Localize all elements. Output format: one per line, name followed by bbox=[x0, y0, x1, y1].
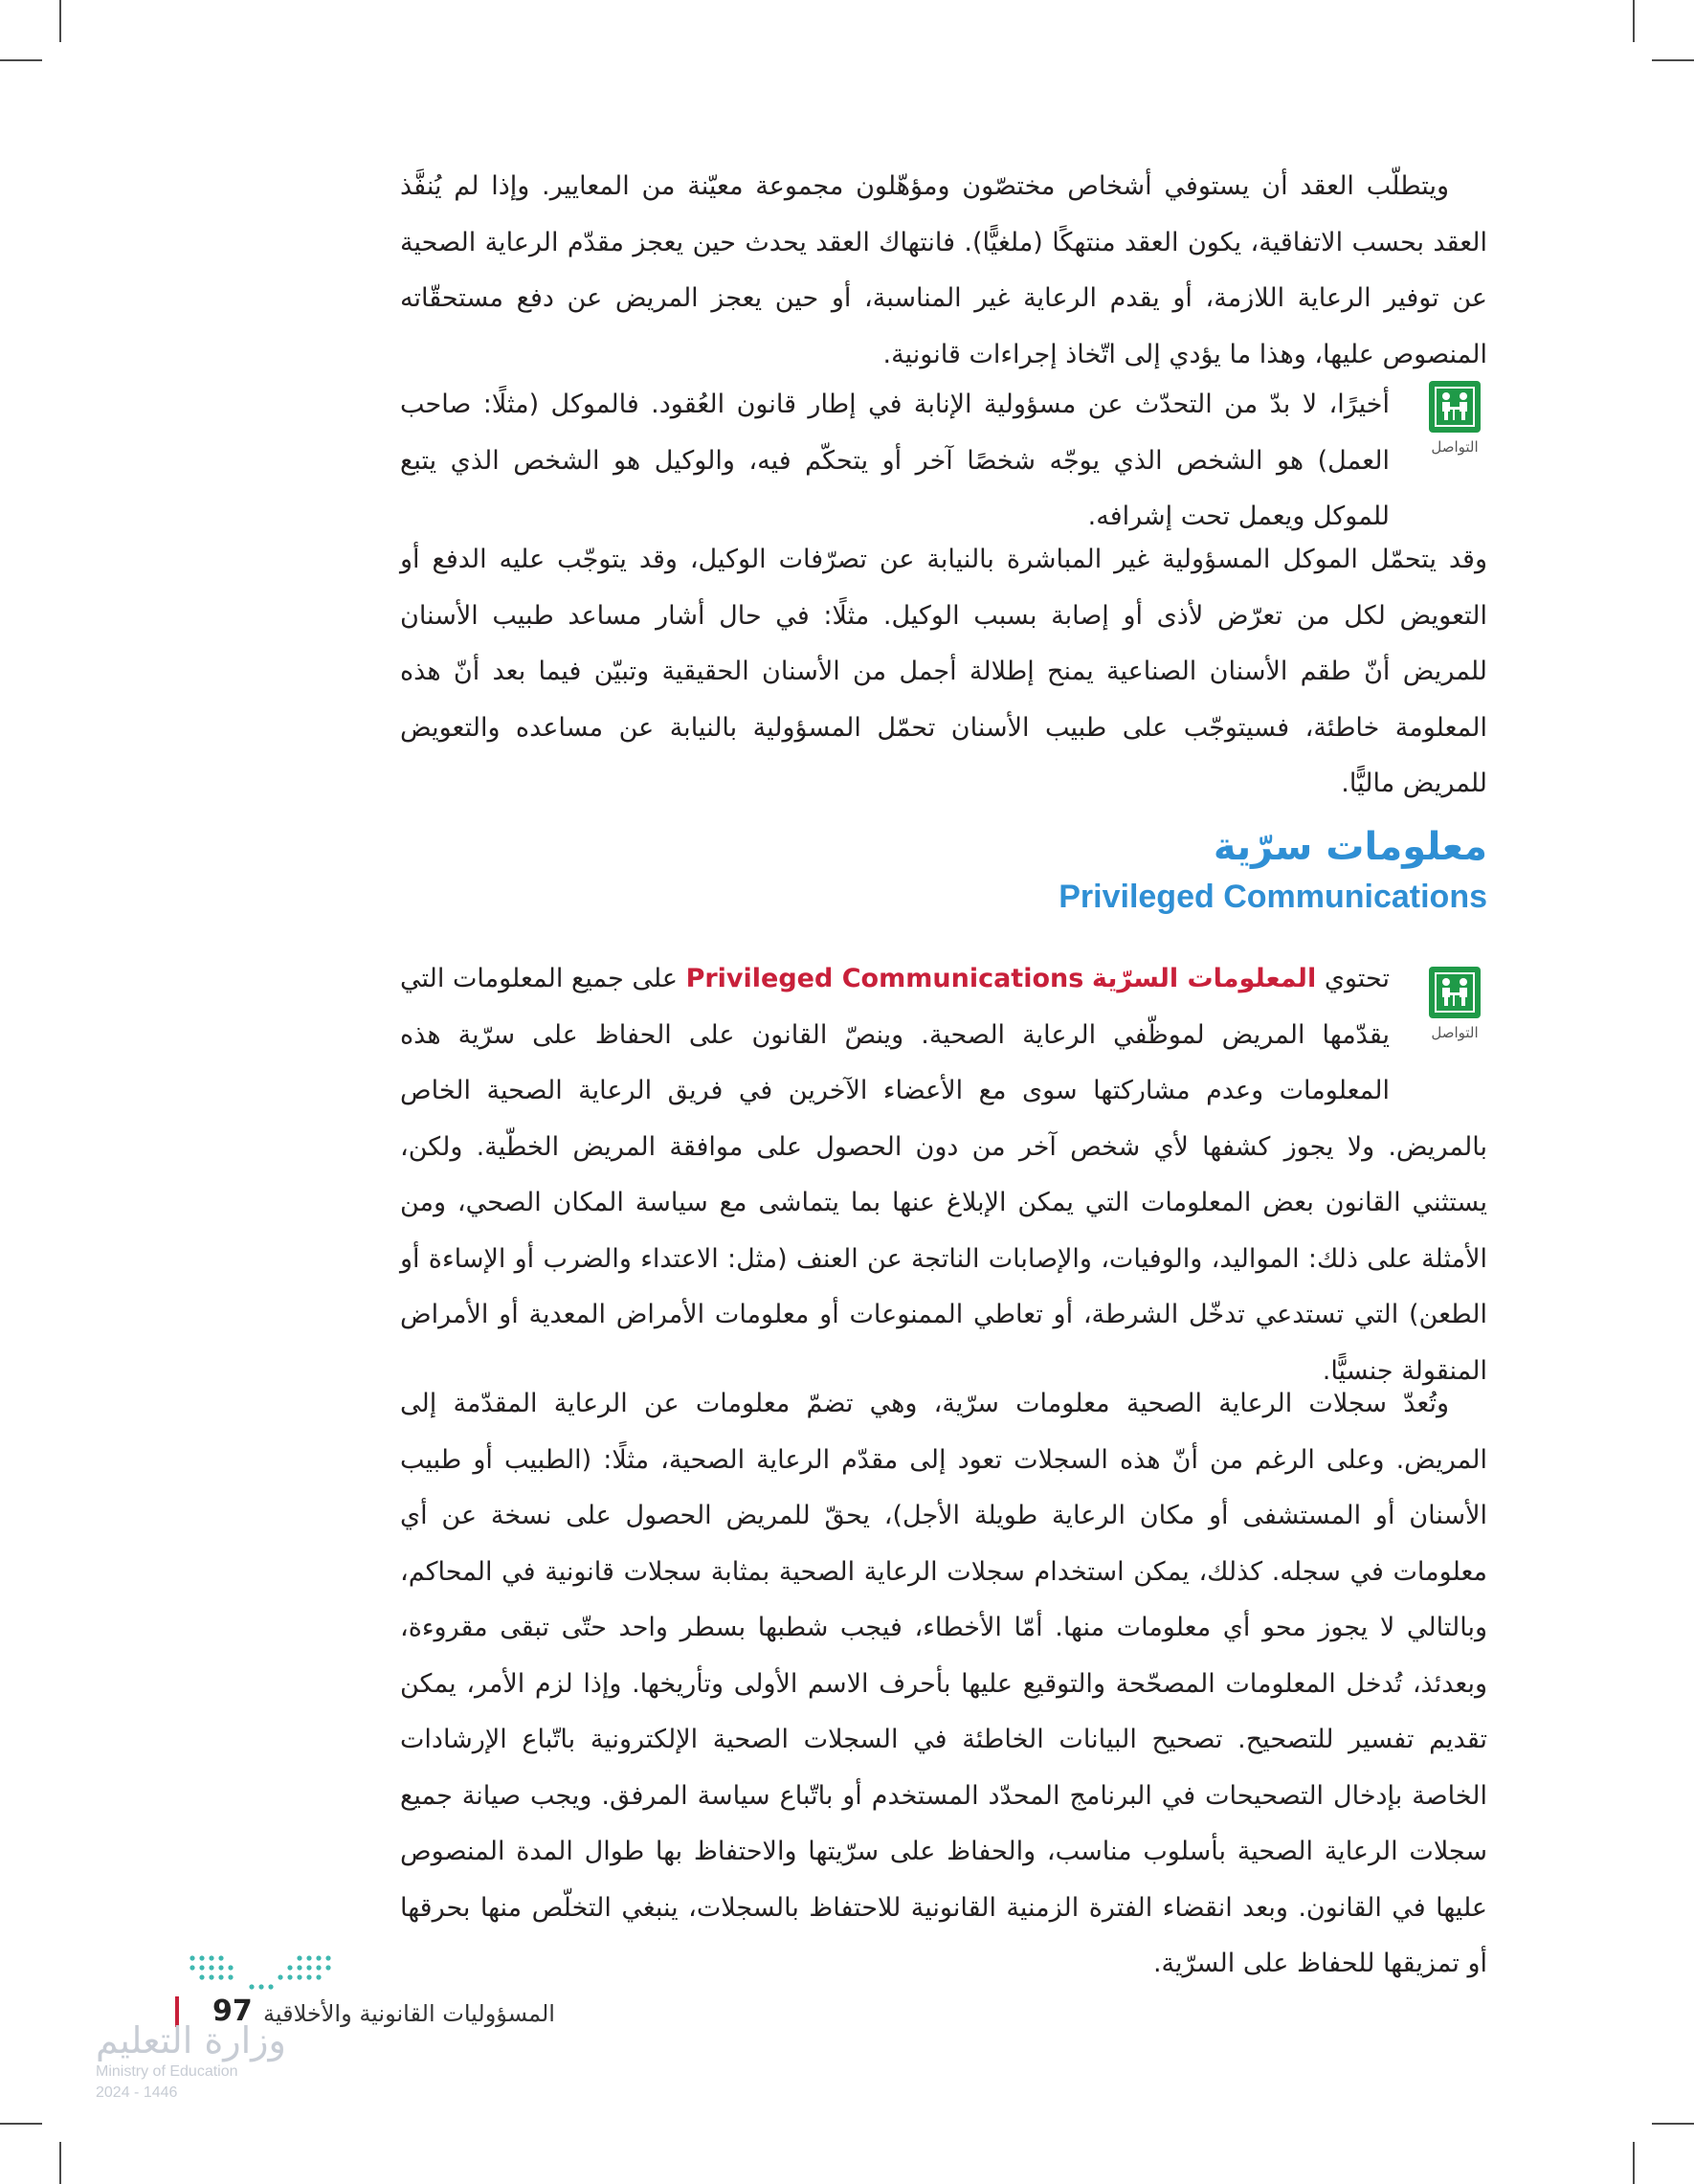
ministry-name-english: Ministry of Education bbox=[96, 2063, 238, 2080]
paragraph-lead-text: تحتوي bbox=[1316, 964, 1390, 993]
crop-mark bbox=[1633, 0, 1635, 42]
crop-mark bbox=[1633, 2142, 1635, 2184]
paragraph-agent-example: وقد يتحمّل الموكل المسؤولية غير المباشرة بالنيابة عن تصرّفات الوكيل، وقد يتوجّب عليه الدفع أو التعويض لكل من تعرّض لأذى أو إصابة بسبب الوكيل. مثلًا: في حال أشار مساعد طبيب الأسنان للمريض أنّ طقم الأسنان الصناعية يمنح إطلالة أجمل من الأسنان الحقيقية وتبيّن فيما بعد أنّ هذه المعلومة خاطئة، فسيتوجّب على طبيب الأسنان تحمّل المسؤولية بالنيابة عن مساعده والتعويض للمريض ماليًّا. bbox=[400, 545, 1487, 798]
edition-year: 2024 - 1446 bbox=[96, 2084, 178, 2101]
paragraph-body-text: على جميع المعلومات التي يقدّمها المريض لموظّفي الرعاية الصحية. وينصّ القانون على الحفاظ على سرّية هذه المعلومات وعدم مشاركتها سوى مع الأعضاء الآخرين في فريق الرعاية الصحية الخاص بالمريض. ولا يجوز كشفها لأي شخص آخر من دون الحصول على موافقة المريض الخطّية. ولكن، يستثني القانون بعض المعلومات التي يمكن الإبلاغ عنها بما يتماشى مع سياسة المكان الصحي، ومن الأمثلة على ذلك: المواليد، والوفيات، والإصابات الناتجة عن العنف (مثل: الاعتداء والضرب أو الإساءة أو الطعن) التي تستدعي تدخّل الشرطة، أو تعاطي الممنوعات أو معلومات الأمراض المعدية أو الأمراض المنقولة جنسيًّا. bbox=[400, 964, 1487, 1386]
crop-mark bbox=[0, 59, 42, 61]
paragraph-contract-breach: ويتطلّب العقد أن يستوفي أشخاص مختصّون ومؤهّلون مجموعة معيّنة من المعايير. وإذا لم يُنفَّذ العقد بحسب الاتفاقية، يكون العقد منتهكًا (ملغيًّا). فانتهاك العقد يحدث حين يعجز مقدّم الرعاية الصحية عن توفير الرعاية اللازمة، أو يقدم الرعاية غير المناسبة، أو حين يعجز المريض عن دفع مستحقّاته المنصوص عليها، وهذا ما يؤدي إلى اتّخاذ إجراءات قانونية. bbox=[400, 171, 1487, 369]
paragraph-privileged-communications bbox=[400, 951, 1487, 1399]
paragraph-health-records: وتُعدّ سجلات الرعاية الصحية معلومات سرّية، وهي تضمّ معلومات عن الرعاية المقدّمة إلى المريض. وعلى الرغم من أنّ هذه السجلات تعود إلى مقدّم الرعاية الصحية، مثلًا: (الطبيب أو طبيب الأسنان أو المستشفى أو مكان الرعاية طويلة الأجل)، يحقّ للمريض الحصول على نسخة عن أي معلومات في سجله. كذلك، يمكن استخدام سجلات الرعاية الصحية بمثابة سجلات قانونية في المحاكم، وبالتالي لا يجوز محو أي معلومات منها. أمّا الأخطاء، فيجب شطبها بسطر واحد حتّى تبقى مقروءة، وبعدئذ، تُدخل المعلومات المصحّحة والتوقيع عليها بأحرف الاسم الأولى وتأريخها. وإذا لزم الأمر، يمكن تقديم تفسير للتصحيح. تصحيح البيانات الخاطئة في السجلات الصحية الإلكترونية باتّباع الإرشادات الخاصة بإدخال التصحيحات في البرنامج المحدّد المستخدم أو باتّباع سياسة المرفق. ويجب صيانة جميع سجلات الرعاية الصحية بأسلوب مناسب، والحفاظ على سرّيتها والاحتفاظ بها طوال المدة المنصوص عليها في القانون. وبعد انقضاء الفترة الزمنية القانونية للاحتفاظ بالسجلات، ينبغي التخلّص منها بحرقها أو تمزيقها للحفاظ على السرّية. bbox=[400, 1389, 1487, 1978]
section-title-english: Privileged Communications bbox=[1059, 879, 1487, 915]
ministry-logo-dots bbox=[185, 1952, 338, 1995]
page-number: 97 bbox=[212, 1995, 253, 2028]
crop-mark bbox=[1652, 59, 1694, 61]
crop-mark bbox=[59, 2142, 61, 2184]
crop-mark bbox=[1652, 2123, 1694, 2125]
paragraph-agency-liability: أخيرًا، لا بدّ من التحدّث عن مسؤولية الإنابة في إطار قانون العُقود. فالموكل (مثلًا: صاحب العمل) هو الشخص الذي يوجّه شخصًا آخر أو يتحكّم فيه، والوكيل هو الشخص الذي يتبع للموكل ويعمل تحت إشرافه. bbox=[400, 390, 1390, 531]
section-title-arabic: معلومات سرّية bbox=[1213, 825, 1487, 869]
crop-mark bbox=[0, 2123, 42, 2125]
communication-icon bbox=[1429, 381, 1481, 433]
key-term-arabic: المعلومات السرّية bbox=[1091, 964, 1317, 993]
ministry-name-arabic: وزارة التعليم bbox=[96, 2019, 286, 2061]
communication-caption: التواصل bbox=[1431, 438, 1479, 456]
float-spacer bbox=[1390, 951, 1487, 1114]
chapter-title: المسؤوليات القانونية والأخلاقية bbox=[263, 2000, 555, 2027]
crop-mark bbox=[59, 0, 61, 42]
key-term-english: Privileged Communications bbox=[685, 964, 1084, 993]
communication-caption: التواصل bbox=[1431, 1024, 1479, 1041]
communication-callout bbox=[1424, 381, 1485, 456]
